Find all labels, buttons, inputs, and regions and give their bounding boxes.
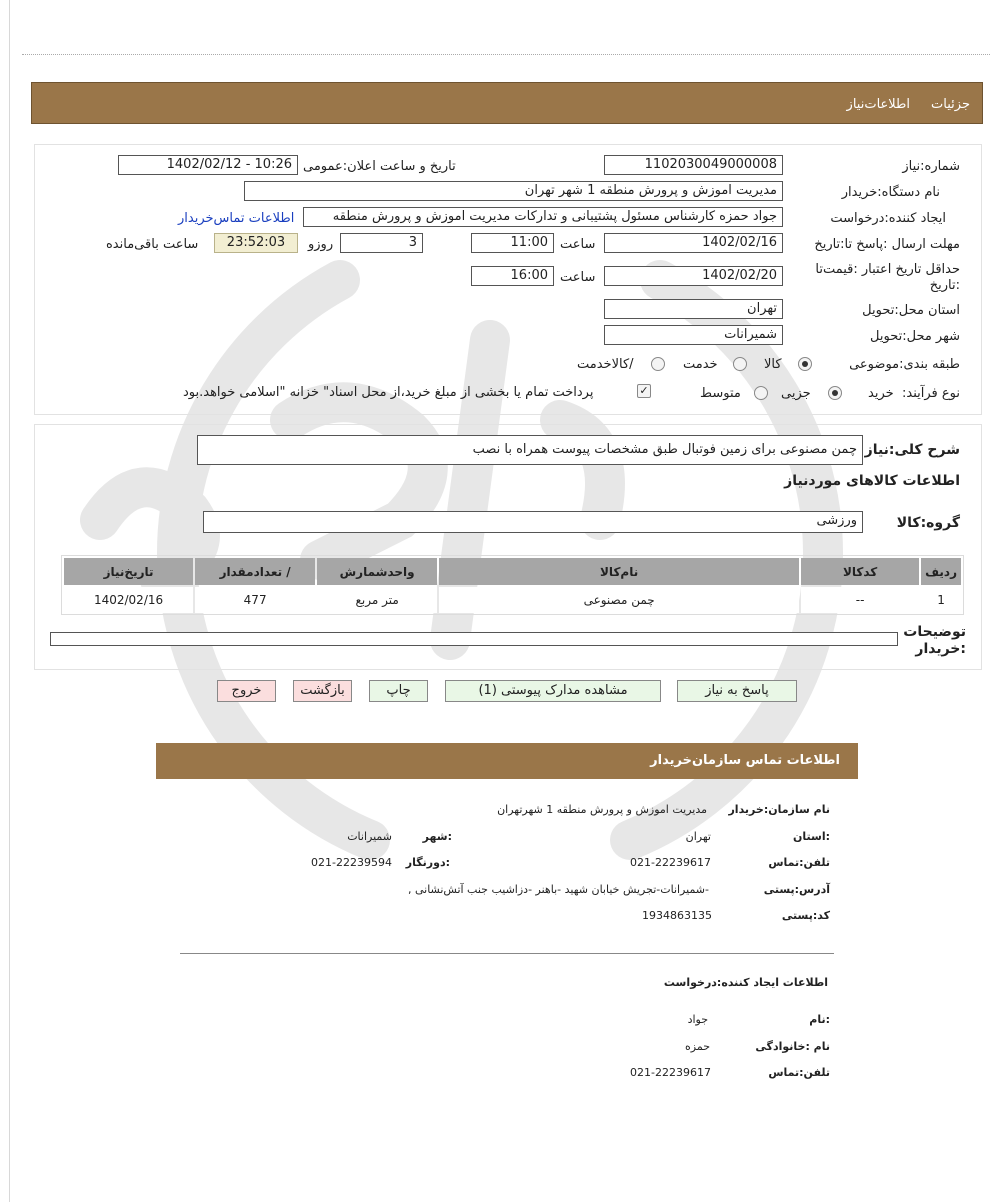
cell-date: 1402/02/16 bbox=[64, 587, 193, 613]
contact-phone-label: تلفن:تماس bbox=[768, 856, 830, 869]
deadline-hour-label: ساعت bbox=[560, 237, 596, 252]
category-radio-service[interactable] bbox=[733, 357, 747, 371]
tab-need-info[interactable]: اطلاعات‌نیاز bbox=[846, 97, 910, 112]
cell-code: -- bbox=[801, 587, 919, 613]
contact-city-label: :شهر bbox=[422, 830, 452, 843]
contact-fax-label: :دورنگار bbox=[405, 856, 450, 869]
province-field: تهران bbox=[604, 299, 783, 319]
process-radio-medium[interactable] bbox=[754, 386, 768, 400]
summary-field: چمن مصنوعی برای زمین فوتبال طبق مشخصات پیوست همراه با نصب bbox=[197, 435, 863, 465]
contact-org-value: مدیریت اموزش و پرورش منطقه 1 شهرتهران bbox=[497, 803, 707, 816]
validity-label-2: :تاریخ bbox=[929, 278, 960, 293]
col-date: تاریخ‌نیاز bbox=[64, 558, 193, 585]
col-unit: واحدشمارش bbox=[317, 558, 437, 585]
requester-family-label: نام :خانوادگی bbox=[755, 1040, 830, 1053]
contact-postal-label: کد:پستی bbox=[781, 909, 830, 922]
top-divider bbox=[22, 54, 990, 55]
reply-button[interactable]: پاسخ به نیاز bbox=[677, 680, 797, 702]
summary-label: شرح کلی:نیاز bbox=[864, 442, 960, 458]
days-label: روزو bbox=[308, 237, 334, 252]
goods-table bbox=[62, 556, 963, 615]
attachments-button[interactable]: مشاهده مدارک پیوستی (1) bbox=[445, 680, 661, 702]
col-quantity: / تعدادمقدار bbox=[195, 558, 315, 585]
process-option-medium: متوسط bbox=[700, 386, 741, 401]
contact-phone-value: 021-22239617 bbox=[630, 856, 711, 869]
validity-label-1: حداقل تاریخ اعتبار :قیمت‌تا bbox=[815, 262, 960, 277]
payment-checkbox[interactable]: ✓ bbox=[637, 384, 651, 398]
contact-province-label: :استان bbox=[793, 830, 830, 843]
page-frame-line bbox=[9, 0, 10, 1202]
goods-group-label: گروه:کالا bbox=[896, 515, 960, 531]
payment-note: پرداخت تمام یا بخشی از مبلغ خرید،از محل اسناد" خزانه "اسلامی خواهد.بود bbox=[183, 385, 594, 400]
requester-family-value: حمزه bbox=[685, 1040, 710, 1053]
cell-row: 1 bbox=[921, 587, 961, 613]
contact-fax-value: 021-22239594 bbox=[311, 856, 392, 869]
contact-address-value: -شمیرانات-تجریش خیابان شهید -باهنر -دزاشیب جنب آتش‌نشانی , bbox=[407, 883, 709, 896]
city-label: شهر محل:تحویل bbox=[870, 329, 960, 344]
page-header-bar bbox=[31, 82, 983, 124]
category-option-both: /کالاخدمت bbox=[577, 357, 634, 372]
category-label: طبقه بندی:موضوعی bbox=[849, 357, 960, 372]
buyer-notes-label-1: توضیحات bbox=[903, 624, 966, 640]
process-radio-minor[interactable] bbox=[828, 386, 842, 400]
back-button[interactable]: بازگشت bbox=[293, 680, 352, 702]
category-option-service: خدمت bbox=[683, 357, 718, 372]
need-number-field: 1102030049000008 bbox=[604, 155, 783, 175]
deadline-time-field: 11:00 bbox=[471, 233, 554, 253]
validity-date-field: 1402/02/20 bbox=[604, 266, 783, 286]
requester-phone-value: 021-22239617 bbox=[630, 1066, 711, 1079]
contact-postal-value: 1934863135 bbox=[642, 909, 712, 922]
announce-label: تاریخ و ساعت اعلان:عمومی bbox=[303, 159, 456, 174]
contact-province-value: تهران bbox=[685, 830, 711, 843]
cell-name: چمن مصنوعی bbox=[439, 587, 799, 613]
col-row: ردیف bbox=[921, 558, 961, 585]
announce-field: 1402/02/12 - 10:26 bbox=[118, 155, 298, 175]
remaining-label: ساعت باقی‌مانده bbox=[106, 237, 199, 252]
goods-table-wrap bbox=[61, 555, 964, 615]
requester-phone-label: تلفن:تماس bbox=[768, 1066, 830, 1079]
buyer-contact-link[interactable]: اطلاعات تماس‌خریدار bbox=[178, 211, 295, 226]
cell-quantity: 477 bbox=[195, 587, 315, 613]
creator-label: ایجاد کننده:درخواست bbox=[830, 211, 946, 226]
need-number-label: شماره:نیاز bbox=[902, 159, 960, 174]
requester-title: اطلاعات ایجاد کننده:درخواست bbox=[663, 976, 828, 989]
tab-details[interactable]: جزئیات bbox=[931, 97, 970, 112]
col-code: کدکالا bbox=[801, 558, 919, 585]
buyer-org-field: مدیریت اموزش و پرورش منطقه 1 شهر تهران bbox=[244, 181, 783, 201]
buyer-org-label: نام دستگاه:خریدار bbox=[841, 185, 940, 200]
section-divider bbox=[180, 953, 834, 954]
col-name: نام‌کالا bbox=[439, 558, 799, 585]
print-button[interactable]: چاپ bbox=[369, 680, 428, 702]
contact-org-label: نام سازمان:خریدار bbox=[728, 803, 830, 816]
category-radio-both[interactable] bbox=[651, 357, 665, 371]
remaining-time: 23:52:03 bbox=[214, 233, 298, 253]
process-label: نوع فرآیند: bbox=[902, 386, 960, 401]
goods-title: اطلاعات کالاهای موردنیاز bbox=[784, 473, 960, 489]
process-buy: خرید bbox=[868, 386, 894, 401]
contact-title: اطلاعات تماس سازمان‌خریدار bbox=[650, 753, 840, 768]
category-radio-goods[interactable] bbox=[798, 357, 812, 371]
validity-hour-label: ساعت bbox=[560, 270, 596, 285]
days-field: 3 bbox=[340, 233, 423, 253]
cell-unit: متر مربع bbox=[317, 587, 437, 613]
exit-button[interactable]: خروج bbox=[217, 680, 276, 702]
contact-address-label: آدرس:پستی bbox=[763, 883, 830, 896]
city-field: شمیرانات bbox=[604, 325, 783, 345]
process-option-minor: جزیی bbox=[781, 386, 811, 401]
buyer-notes-field bbox=[50, 632, 898, 646]
requester-name-label: :نام bbox=[809, 1013, 830, 1026]
category-option-goods: کالا bbox=[764, 357, 782, 372]
table-row bbox=[64, 587, 961, 613]
requester-name-value: جواد bbox=[687, 1013, 708, 1026]
deadline-date-field: 1402/02/16 bbox=[604, 233, 783, 253]
buyer-notes-label-2: :خریدار bbox=[915, 641, 966, 657]
deadline-label: مهلت ارسال :پاسخ تا:تاریخ bbox=[814, 237, 960, 252]
contact-city-value: شمیرانات bbox=[347, 830, 392, 843]
validity-time-field: 16:00 bbox=[471, 266, 554, 286]
goods-group-field: ورزشی bbox=[203, 511, 863, 533]
contact-header-bar bbox=[156, 743, 858, 779]
creator-field: جواد حمزه کارشناس مسئول پشتیبانی و تدارکات مدیریت اموزش و پرورش منطقه bbox=[303, 207, 783, 227]
province-label: استان محل:تحویل bbox=[862, 303, 960, 318]
